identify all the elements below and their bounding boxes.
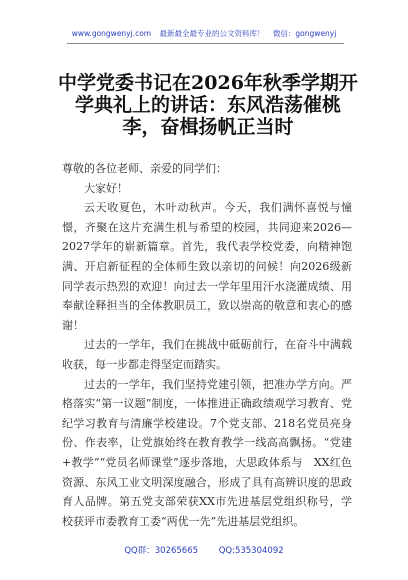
wechat-info: 微信：gongwenyj [272, 29, 337, 38]
document-title: 中学党委书记在2026年秋季学期开学典礼上的讲话：东风浩荡催桃李，奋楫扬帆正当时 [58, 72, 358, 138]
header-divider [67, 43, 344, 44]
paragraph-greeting: 大家好！ [84, 181, 128, 195]
document-body [62, 159, 352, 531]
paragraph-review: 过去的一学年，我们在挑战中砥砺前行，在奋斗中满载收获，每一步都走得坚定而踏实。 [62, 338, 352, 371]
site-slogan: 最新最全最专业的公文资料库！ [159, 29, 265, 38]
paragraph-party-building: 过去的一学年，我们坚持党建引领，把准办学方向。严格落实“第一议题”制度，一体推进正确政绩观学习教育、党纪学习教育与清廉学校建设。7个党支部、218名党员亮身份、作表率，让党旗始终在教育教学一线高高飘扬。“党建+教学”“党员名师课堂”逐步落地，大思政体系与 XX红色资源、东风工业文明深度融合，形成了具有高辨识度的思政育人品牌。第五党支部荣获XX市先进基层党组织称号，学校获评市委教育工委“两优一先”先进基层党组织。 [62, 377, 352, 528]
salutation: 尊敬的各位老师、亲爱的同学们： [62, 162, 227, 175]
site-link[interactable]: www.gongwenyj.com [71, 29, 152, 38]
header-bar [0, 29, 408, 39]
footer-bar [0, 546, 408, 557]
qq-contact: QQ:535304092 [218, 546, 284, 556]
qq-group: QQ群：30265665 [124, 546, 199, 556]
paragraph-opening: 云天收夏色，木叶动秋声。今天，我们满怀喜悦与憧憬，齐聚在这片充满生机与希望的校园，共同迎来2026—2027学年的崭新篇章。首先，我代表学校党委，向精神饱满、开启新征程的全体师生致以亲切的问候！向2026级新同学表示热烈的欢迎！向过去一学年里用汗水浇灌成绩、用奉献诠释担当的全体教职员工，致以崇高的敬意和衷心的感谢！ [62, 201, 352, 332]
